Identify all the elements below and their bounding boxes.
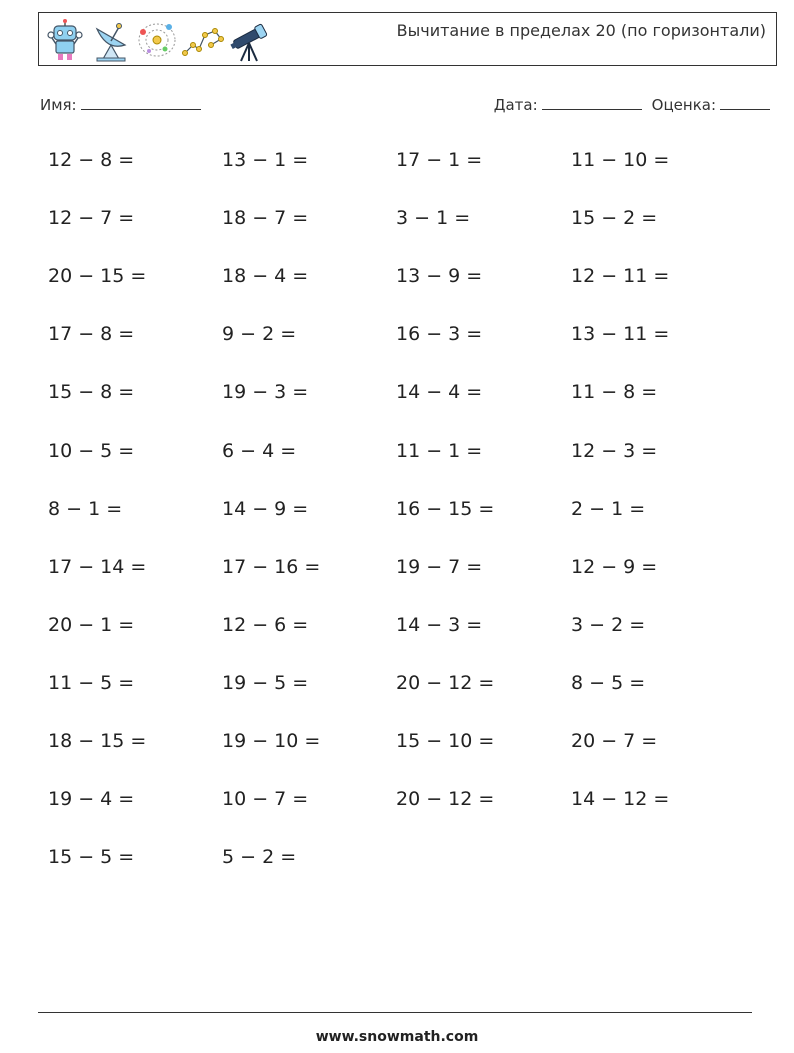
problem-item: 17 − 16 = [222,555,321,578]
problem-item: 17 − 1 = [396,149,483,171]
problem-item: 12 − 6 = [222,613,309,636]
problem-item: 10 − 5 = [48,439,135,462]
problem-item: 15 − 10 = [396,730,495,752]
problem-item: 13 − 1 = [222,149,309,171]
problem-item: 20 − 1 = [48,613,135,636]
problem-item: 5 − 2 = [222,846,297,869]
problem-item: 16 − 15 = [396,497,495,520]
problem-item: 20 − 12 = [396,788,495,811]
problem-item: 18 − 4 = [222,265,309,288]
footer-divider [38,1012,752,1013]
problem-item: 15 − 2 = [571,207,658,230]
problem-item: 18 − 15 = [48,730,147,752]
problem-item: 2 − 1 = [571,497,646,520]
score-label: Оценка: [651,96,716,114]
footer-site: www.snowmath.com [315,1029,479,1045]
problem-item: 19 − 3 = [222,381,309,404]
problem-item: 16 − 3 = [396,323,483,346]
problem-item: 3 − 2 = [571,613,646,636]
constellation-icon [181,17,225,63]
name-label: Имя: [40,96,77,114]
problem-item: 15 − 5 = [48,846,135,869]
problem-item: 14 − 3 = [396,613,483,636]
problem-item: 12 − 8 = [48,149,135,171]
date-field-line [542,95,642,110]
problem-item: 19 − 4 = [48,788,135,811]
problem-item: 18 − 7 = [222,207,309,230]
problem-item: 15 − 8 = [48,381,135,404]
problem-item: 20 − 12 = [396,671,495,694]
telescope-icon [227,17,271,63]
problem-item: 17 − 14 = [48,555,147,578]
problem-item: 20 − 7 = [571,730,658,752]
problem-item: 9 − 2 = [222,323,297,346]
problem-item: 12 − 7 = [48,207,135,230]
problem-item: 14 − 12 = [571,788,670,811]
worksheet-title: Вычитание в пределах 20 (по горизонтали) [396,21,766,40]
robot-icon [43,17,87,63]
name-field-line [81,95,201,110]
problem-item: 12 − 9 = [571,555,658,578]
problem-item: 12 − 3 = [571,439,658,462]
worksheet-header [38,12,777,66]
name-row [40,95,201,114]
score-field-line [720,95,770,110]
problem-item: 11 − 1 = [396,439,483,462]
problem-item: 20 − 15 = [48,265,147,288]
problem-item: 10 − 7 = [222,788,309,811]
problem-item: 14 − 4 = [396,381,483,404]
problem-item: 13 − 11 = [571,323,670,346]
problem-item: 13 − 9 = [396,265,483,288]
problem-item: 6 − 4 = [222,439,297,462]
problem-item: 19 − 10 = [222,730,321,752]
date-label: Дата: [493,96,538,114]
problem-item: 17 − 8 = [48,323,135,346]
solar-system-icon [135,17,179,63]
problem-item: 8 − 5 = [571,671,646,694]
problem-item: 3 − 1 = [396,207,471,230]
problem-item: 12 − 11 = [571,265,670,288]
satellite-dish-icon [89,17,133,63]
problem-item: 8 − 1 = [48,497,123,520]
problem-item: 11 − 8 = [571,381,658,404]
problem-item: 19 − 5 = [222,671,309,694]
problem-item: 11 − 10 = [571,149,670,171]
date-score-row [494,95,770,114]
header-icons [43,17,271,63]
problem-item: 14 − 9 = [222,497,309,520]
problem-item: 19 − 7 = [396,555,483,578]
problem-item: 11 − 5 = [48,671,135,694]
